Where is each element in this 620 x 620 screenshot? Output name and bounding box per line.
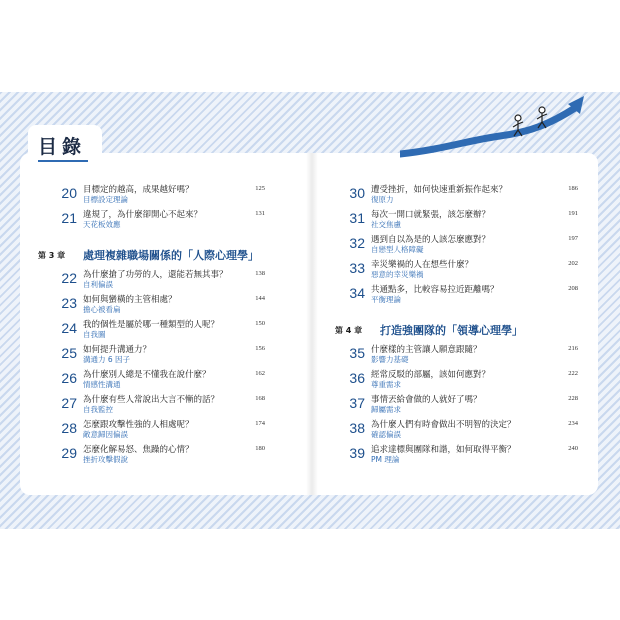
entry-title: 為什麼有些人常說出大言不慚的話？ xyxy=(83,395,220,405)
book-spine xyxy=(306,153,318,495)
entry-title: 經常反駁的部屬，該如何應對？ xyxy=(371,370,491,380)
entry-page: 131 xyxy=(255,210,265,217)
entry-subtitle: 天花板效應 xyxy=(83,220,121,229)
entry-page: 222 xyxy=(568,370,578,377)
entry-page: 191 xyxy=(568,210,578,217)
entry-subtitle: 社交焦慮 xyxy=(371,220,401,229)
chapter-label: 第 4 章 xyxy=(335,326,363,335)
entry-number: 37 xyxy=(349,395,365,411)
entry-title: 為什麼人們有時會做出不明智的決定？ xyxy=(371,420,516,430)
entry-number: 32 xyxy=(349,235,365,251)
entry-subtitle: 復原力 xyxy=(371,195,394,204)
entry-number: 25 xyxy=(61,345,77,361)
entry-page: 240 xyxy=(568,445,578,452)
entry-page: 186 xyxy=(568,185,578,192)
chapter-label: 第 3 章 xyxy=(38,251,66,260)
entry-number: 28 xyxy=(61,420,77,436)
entry-title: 事情丟給會做的人就好了嗎？ xyxy=(371,395,482,405)
entry-subtitle: 目標設定理論 xyxy=(83,195,128,204)
entry-subtitle: 平衡理論 xyxy=(371,295,401,304)
entry-number: 22 xyxy=(61,270,77,286)
entry-subtitle: 確認偏誤 xyxy=(371,430,401,439)
entry-title: 遭受挫折，如何快速重新振作起來？ xyxy=(371,185,508,195)
entry-title: 為什麼別人總是不懂我在說什麼？ xyxy=(83,370,211,380)
entry-subtitle: 擔心被看扁 xyxy=(83,305,121,314)
climbing-figures-illustration xyxy=(400,90,600,160)
entry-subtitle: 挫折攻擊假說 xyxy=(83,455,128,464)
entry-page: 138 xyxy=(255,270,265,277)
entry-title: 怎麼跟攻擊性強的人相處呢？ xyxy=(83,420,194,430)
entry-title: 如何提升溝通力？ xyxy=(83,345,152,355)
entry-title: 怎麼化解易怒、焦躁的心情？ xyxy=(83,445,194,455)
entry-number: 38 xyxy=(349,420,365,436)
entry-title: 幸災樂禍的人在想些什麼？ xyxy=(371,260,474,270)
entry-page: 156 xyxy=(255,345,265,352)
entry-page: 174 xyxy=(255,420,265,427)
entry-subtitle: PM 理論 xyxy=(371,455,400,464)
entry-subtitle: 自我監控 xyxy=(83,405,113,414)
entry-number: 33 xyxy=(349,260,365,276)
entry-title: 我的個性是屬於哪一種類型的人呢？ xyxy=(83,320,220,330)
entry-subtitle: 歸屬需求 xyxy=(371,405,401,414)
entry-number: 29 xyxy=(61,445,77,461)
page-title: 目錄 xyxy=(38,136,87,158)
entry-title: 目標定的越高，成果越好嗎？ xyxy=(83,185,194,195)
entry-subtitle: 溝通力 6 因子 xyxy=(83,355,131,364)
entry-page: 168 xyxy=(255,395,265,402)
entry-subtitle: 自利偏誤 xyxy=(83,280,113,289)
entry-number: 39 xyxy=(349,445,365,461)
entry-page: 125 xyxy=(255,185,265,192)
entry-number: 31 xyxy=(349,210,365,226)
entry-title: 違規了，為什麼卻開心不起來？ xyxy=(83,210,203,220)
entry-title: 每次一開口就緊張，該怎麼辦？ xyxy=(371,210,491,220)
entry-title: 如何與蠻橫的主管相處？ xyxy=(83,295,177,305)
entry-subtitle: 惡意的幸災樂禍 xyxy=(371,270,424,279)
entry-subtitle: 敵意歸因偏誤 xyxy=(83,430,128,439)
entry-page: 216 xyxy=(568,345,578,352)
entry-page: 150 xyxy=(255,320,265,327)
entry-title: 追求達標與團隊和諧，如何取得平衡？ xyxy=(371,445,516,455)
entry-title: 為什麼搶了功勞的人，還能若無其事？ xyxy=(83,270,228,280)
entry-page: 144 xyxy=(255,295,265,302)
entry-number: 35 xyxy=(349,345,365,361)
entry-number: 36 xyxy=(349,370,365,386)
entry-subtitle: 情感性溝通 xyxy=(83,380,121,389)
entry-page: 197 xyxy=(568,235,578,242)
entry-number: 30 xyxy=(349,185,365,201)
entry-number: 21 xyxy=(61,210,77,226)
entry-page: 202 xyxy=(568,260,578,267)
entry-subtitle: 自戀型人格障礙 xyxy=(371,245,424,254)
entry-title: 共通點多，比較容易拉近距離嗎？ xyxy=(371,285,499,295)
entry-number: 27 xyxy=(61,395,77,411)
entry-title: 遇到自以為是的人該怎麼應對？ xyxy=(371,235,491,245)
chapter-title: 處理複雜職場關係的「人際心理學」 xyxy=(83,249,259,262)
title-underline xyxy=(38,160,88,162)
entry-page: 228 xyxy=(568,395,578,402)
entry-page: 208 xyxy=(568,285,578,292)
entry-number: 34 xyxy=(349,285,365,301)
entry-number: 23 xyxy=(61,295,77,311)
entry-title: 什麼樣的主管讓人願意跟隨？ xyxy=(371,345,482,355)
entry-page: 180 xyxy=(255,445,265,452)
chapter-title: 打造強團隊的「領導心理學」 xyxy=(380,324,523,337)
entry-subtitle: 影響力基礎 xyxy=(371,355,409,364)
entry-subtitle: 尊重需求 xyxy=(371,380,401,389)
entry-number: 24 xyxy=(61,320,77,336)
entry-page: 234 xyxy=(568,420,578,427)
entry-page: 162 xyxy=(255,370,265,377)
entry-number: 20 xyxy=(61,185,77,201)
entry-number: 26 xyxy=(61,370,77,386)
entry-subtitle: 自我圖 xyxy=(83,330,106,339)
